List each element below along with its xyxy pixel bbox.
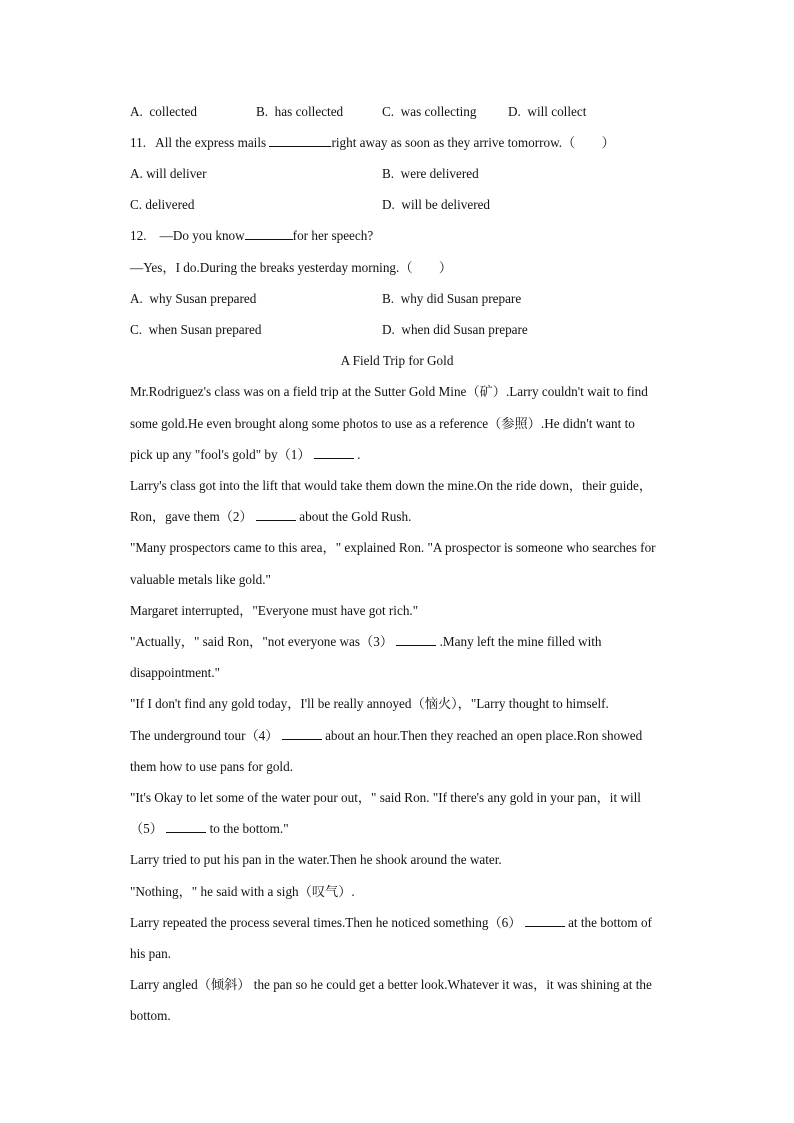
q12-stem: [130, 227, 373, 245]
passage-text: .: [353, 447, 361, 462]
passage-line: Margaret interrupted，"Everyone must have got rich.": [130, 603, 419, 618]
passage-line: his pan.: [130, 946, 172, 961]
q12-text-after: for her speech?: [292, 228, 374, 243]
q12-number: 12.: [130, 228, 147, 243]
passage-line: "It's Okay to let some of the water pour out，" said Ron. "If there's any gold in your pan，it will: [130, 790, 641, 805]
q11-option-b[interactable]: B. were delivered: [382, 166, 479, 181]
passage-line: [130, 914, 652, 932]
passage-line: "Nothing，" he said with a sigh（叹气）.: [130, 884, 355, 899]
passage-text: Larry repeated the process several times.Then he noticed something（6）: [130, 915, 525, 930]
q12-text-before: —Do you know: [159, 228, 245, 243]
q12-option-d[interactable]: D. when did Susan prepare: [382, 322, 528, 337]
q11-number: 11.: [130, 135, 146, 150]
passage-text: at the bottom of: [564, 915, 652, 930]
q12-option-b[interactable]: B. why did Susan prepare: [382, 291, 522, 306]
q11-option-c[interactable]: C. delivered: [130, 197, 195, 212]
passage-line: "Many prospectors came to this area，" explained Ron. "A prospector is someone who searches for: [130, 540, 656, 555]
blank-2[interactable]: [256, 508, 296, 521]
passage-text: The underground tour（4）: [130, 728, 282, 743]
passage-line: "If I don't find any gold today，I'll be really annoyed（恼火），"Larry thought to himself.: [130, 696, 609, 711]
passage-line: [130, 446, 360, 464]
passage-text: （5）: [130, 821, 167, 836]
passage-text: "Actually，" said Ron，"not everyone was（3）: [130, 634, 397, 649]
blank-4[interactable]: [282, 727, 322, 740]
q11-stem: [130, 134, 615, 152]
q10-option-a[interactable]: A. collected: [130, 104, 198, 119]
passage-line: disappointment.": [130, 665, 220, 680]
passage-line: Mr.Rodriguez's class was on a field trip at the Sutter Gold Mine（矿）.Larry couldn't wait to find: [130, 384, 648, 399]
passage-line: [130, 820, 289, 838]
passage-text: about an hour.Then they reached an open place.Ron showed: [321, 728, 643, 743]
q12-answer-line: —Yes，I do.During the breaks yesterday morning.（ ）: [130, 260, 453, 275]
passage-text: to the bottom.": [206, 821, 289, 836]
blank-1[interactable]: [314, 446, 354, 459]
passage-line: them how to use pans for gold.: [130, 759, 293, 774]
passage-text: about the Gold Rush.: [296, 509, 412, 524]
passage-line: [130, 633, 602, 651]
blank-5[interactable]: [166, 820, 206, 833]
passage-line: valuable metals like gold.": [130, 572, 271, 587]
q11-blank[interactable]: [269, 134, 331, 147]
q12-option-a[interactable]: A. why Susan prepared: [130, 291, 257, 306]
passage-title: A Field Trip for Gold: [340, 353, 454, 368]
q11-text-before: All the express mails: [155, 135, 270, 150]
passage-line: Larry angled（倾斜） the pan so he could get a better look.Whatever it was，it was shining at the: [130, 977, 652, 992]
passage-text: .Many left the mine filled with: [436, 634, 602, 649]
passage-line: some gold.He even brought along some photos to use as a reference（参照）.He didn't want to: [130, 416, 635, 431]
passage-line: [130, 508, 411, 526]
q10-option-d[interactable]: D. will collect: [508, 104, 587, 119]
q10-option-c[interactable]: C. was collecting: [382, 104, 477, 119]
passage-line: Larry tried to put his pan in the water.Then he shook around the water.: [130, 852, 502, 867]
passage-text: Ron，gave them（2）: [130, 509, 256, 524]
q12-blank[interactable]: [245, 227, 293, 240]
q11-option-a[interactable]: A. will deliver: [130, 166, 207, 181]
q11-option-d[interactable]: D. will be delivered: [382, 197, 491, 212]
passage-line: [130, 727, 642, 745]
q12-option-c[interactable]: C. when Susan prepared: [130, 322, 262, 337]
blank-6[interactable]: [525, 914, 565, 927]
passage-line: Larry's class got into the lift that would take them down the mine.On the ride down，their guide，: [130, 478, 653, 493]
q11-text-after: right away as soon as they arrive tomorrow.（ ）: [331, 135, 615, 150]
blank-3[interactable]: [396, 633, 436, 646]
passage-line: bottom.: [130, 1008, 171, 1023]
passage-text: pick up any "fool's gold" by（1）: [130, 447, 314, 462]
q10-option-b[interactable]: B. has collected: [256, 104, 344, 119]
